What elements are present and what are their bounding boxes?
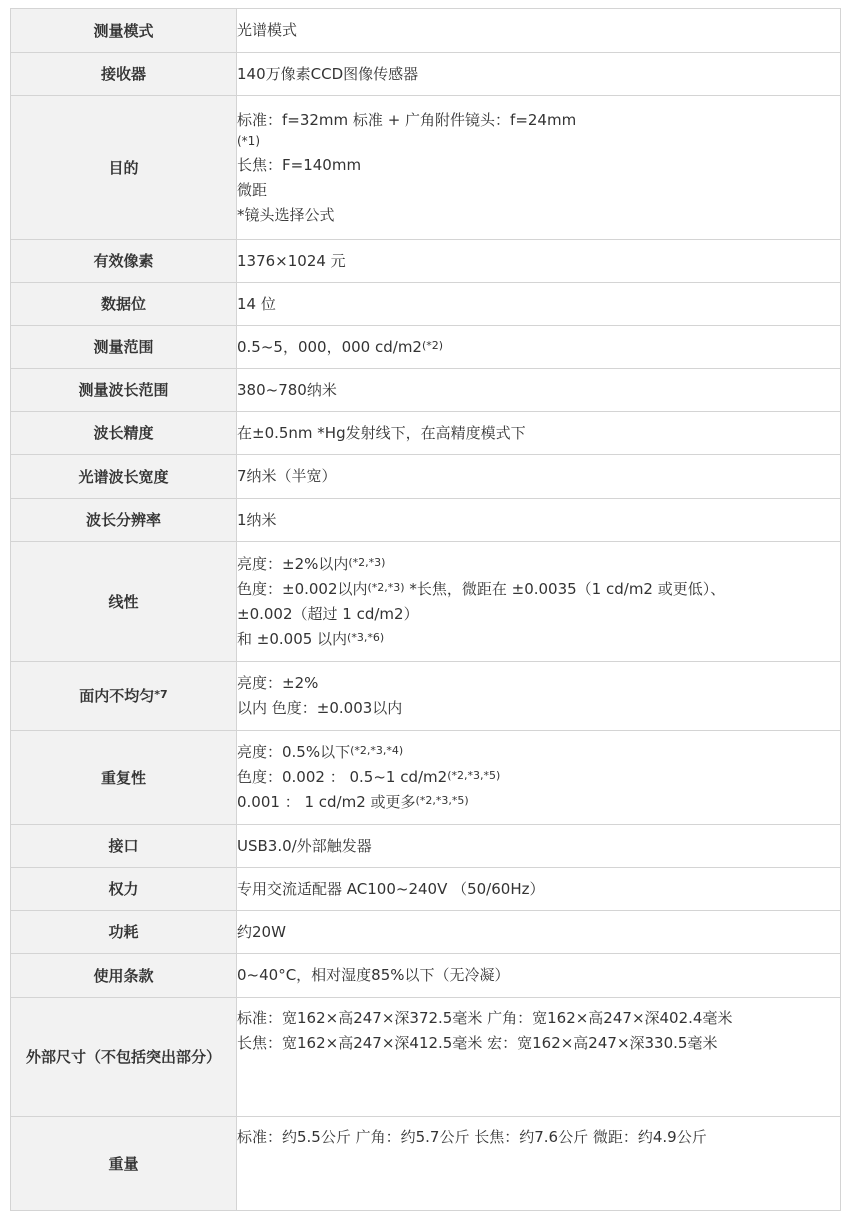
table-row <box>11 96 841 240</box>
value-text: 标准：f=32mm 标准 + 广角附件镜头：f=24mm <box>237 110 577 129</box>
row-value <box>237 53 841 96</box>
value-main: 亮度：±2%以内 <box>237 554 349 573</box>
value-text <box>237 577 840 602</box>
footnote-ref: (*2) <box>421 338 444 352</box>
row-value <box>237 1117 841 1211</box>
value-main: 色度：0.002 ： 0.5~1 cd/m2 <box>237 768 448 786</box>
row-label <box>11 662 237 731</box>
value-text: 微距 <box>237 180 268 199</box>
table-row <box>11 998 841 1117</box>
value-text <box>237 740 840 765</box>
row-value <box>237 283 841 326</box>
value-text: 在±0.5nm *Hg发射线下，在高精度模式下 <box>237 423 526 442</box>
value-text: 标准：宽162×高247×深372.5毫米 广角：宽162×高247×深402.4毫米 <box>237 1009 733 1027</box>
row-value <box>237 998 841 1117</box>
table-row <box>11 412 841 455</box>
table-row <box>11 9 841 53</box>
row-label: 重量 <box>11 1117 237 1211</box>
value-main: 0.001 ： 1 cd/m2 或更多 <box>237 793 416 811</box>
row-value <box>237 911 841 954</box>
footnote-ref: (*2,*3,*5) <box>447 769 501 782</box>
row-label: 测量波长范围 <box>11 369 237 412</box>
value-text: 1376×1024 元 <box>237 251 346 270</box>
value-main: 0.5~5，000，000 cd/m2 <box>237 337 422 356</box>
table-row <box>11 53 841 96</box>
value-text: 亮度：±2% <box>237 674 319 692</box>
value-text: 专用交流适配器 AC100~240V （50/60Hz） <box>237 879 545 898</box>
row-label: 测量模式 <box>11 9 237 53</box>
table-row <box>11 825 841 868</box>
value-text <box>237 627 840 652</box>
row-label: 光谱波长宽度 <box>11 455 237 499</box>
value-text: 长焦：宽162×高247×深412.5毫米 宏：宽162×高247×深330.5毫米 <box>237 1034 718 1052</box>
table-row <box>11 868 841 911</box>
row-value <box>237 326 841 369</box>
value-text: *镜头选择公式 <box>237 205 335 224</box>
row-label: 功耗 <box>11 911 237 954</box>
row-label: 接收器 <box>11 53 237 96</box>
value-text: 以内 色度：±0.003以内 <box>237 699 403 717</box>
row-value <box>237 499 841 542</box>
table-row <box>11 369 841 412</box>
value-text <box>237 765 840 790</box>
value-text: 长焦：F=140mm <box>237 155 362 174</box>
value-text: 14 位 <box>237 294 276 313</box>
row-value <box>237 542 841 662</box>
value-main: 色度：±0.002以内 <box>237 579 368 598</box>
footnote-ref: (*2,*3) <box>348 555 386 569</box>
value-text <box>237 790 840 815</box>
footnote-ref: (*3,*6) <box>347 630 385 644</box>
value-main: 和 ±0.005 以内 <box>237 629 348 648</box>
footnote-ref: (*2,*3,*5) <box>415 794 469 807</box>
footnote-ref: (*2,*3) <box>367 580 405 594</box>
value-note: *长焦，微距在 ±0.0035（1 cd/m2 或更低）、 <box>404 579 726 598</box>
value-text: 140万像素CCD图像传感器 <box>237 64 419 83</box>
row-value <box>237 731 841 825</box>
row-label: 有效像素 <box>11 240 237 283</box>
row-value <box>237 369 841 412</box>
table-row <box>11 283 841 326</box>
value-text: USB3.0/外部触发器 <box>237 836 372 855</box>
row-value <box>237 412 841 455</box>
row-value <box>237 9 841 53</box>
spec-table <box>10 8 841 1211</box>
row-label: 波长分辨率 <box>11 499 237 542</box>
row-value <box>237 96 841 240</box>
value-text: 380~780纳米 <box>237 380 337 399</box>
row-value <box>237 455 841 499</box>
value-main: 亮度：0.5%以下 <box>237 743 351 761</box>
table-row <box>11 240 841 283</box>
row-value <box>237 240 841 283</box>
row-label: 测量范围 <box>11 326 237 369</box>
value-text: 光谱模式 <box>237 21 298 39</box>
row-label: 波长精度 <box>11 412 237 455</box>
row-label: 外部尺寸（不包括突出部分） <box>11 998 237 1117</box>
row-value <box>237 825 841 868</box>
row-value <box>237 954 841 998</box>
value-text: 7纳米（半宽） <box>237 467 337 485</box>
value-text <box>237 335 840 360</box>
table-row <box>11 1117 841 1211</box>
footnote-ref: *7 <box>154 688 168 701</box>
table-row <box>11 499 841 542</box>
table-row <box>11 954 841 998</box>
row-label: 权力 <box>11 868 237 911</box>
table-row <box>11 911 841 954</box>
value-text <box>237 552 840 577</box>
table-row <box>11 542 841 662</box>
row-label: 数据位 <box>11 283 237 326</box>
footnote-ref: (*2,*3,*4) <box>350 744 404 757</box>
value-text: 标准：约5.5公斤 广角：约5.7公斤 长焦：约7.6公斤 微距：约4.9公斤 <box>237 1128 707 1146</box>
row-label: 线性 <box>11 542 237 662</box>
row-label: 接口 <box>11 825 237 868</box>
table-row <box>11 662 841 731</box>
row-label-text: 面内不均匀 <box>79 687 155 705</box>
value-text: 0~40°C，相对湿度85%以下（无冷凝） <box>237 966 510 984</box>
row-value <box>237 868 841 911</box>
table-row <box>11 455 841 499</box>
table-row <box>11 731 841 825</box>
row-value <box>237 662 841 731</box>
value-text: 约20W <box>237 922 286 941</box>
table-row <box>11 326 841 369</box>
row-label: 使用条款 <box>11 954 237 998</box>
footnote-ref: (*1) <box>237 133 260 148</box>
value-text: 1纳米 <box>237 510 277 529</box>
value-text: ±0.002（超过 1 cd/m2） <box>237 604 419 623</box>
row-label: 重复性 <box>11 731 237 825</box>
row-label: 目的 <box>11 96 237 240</box>
